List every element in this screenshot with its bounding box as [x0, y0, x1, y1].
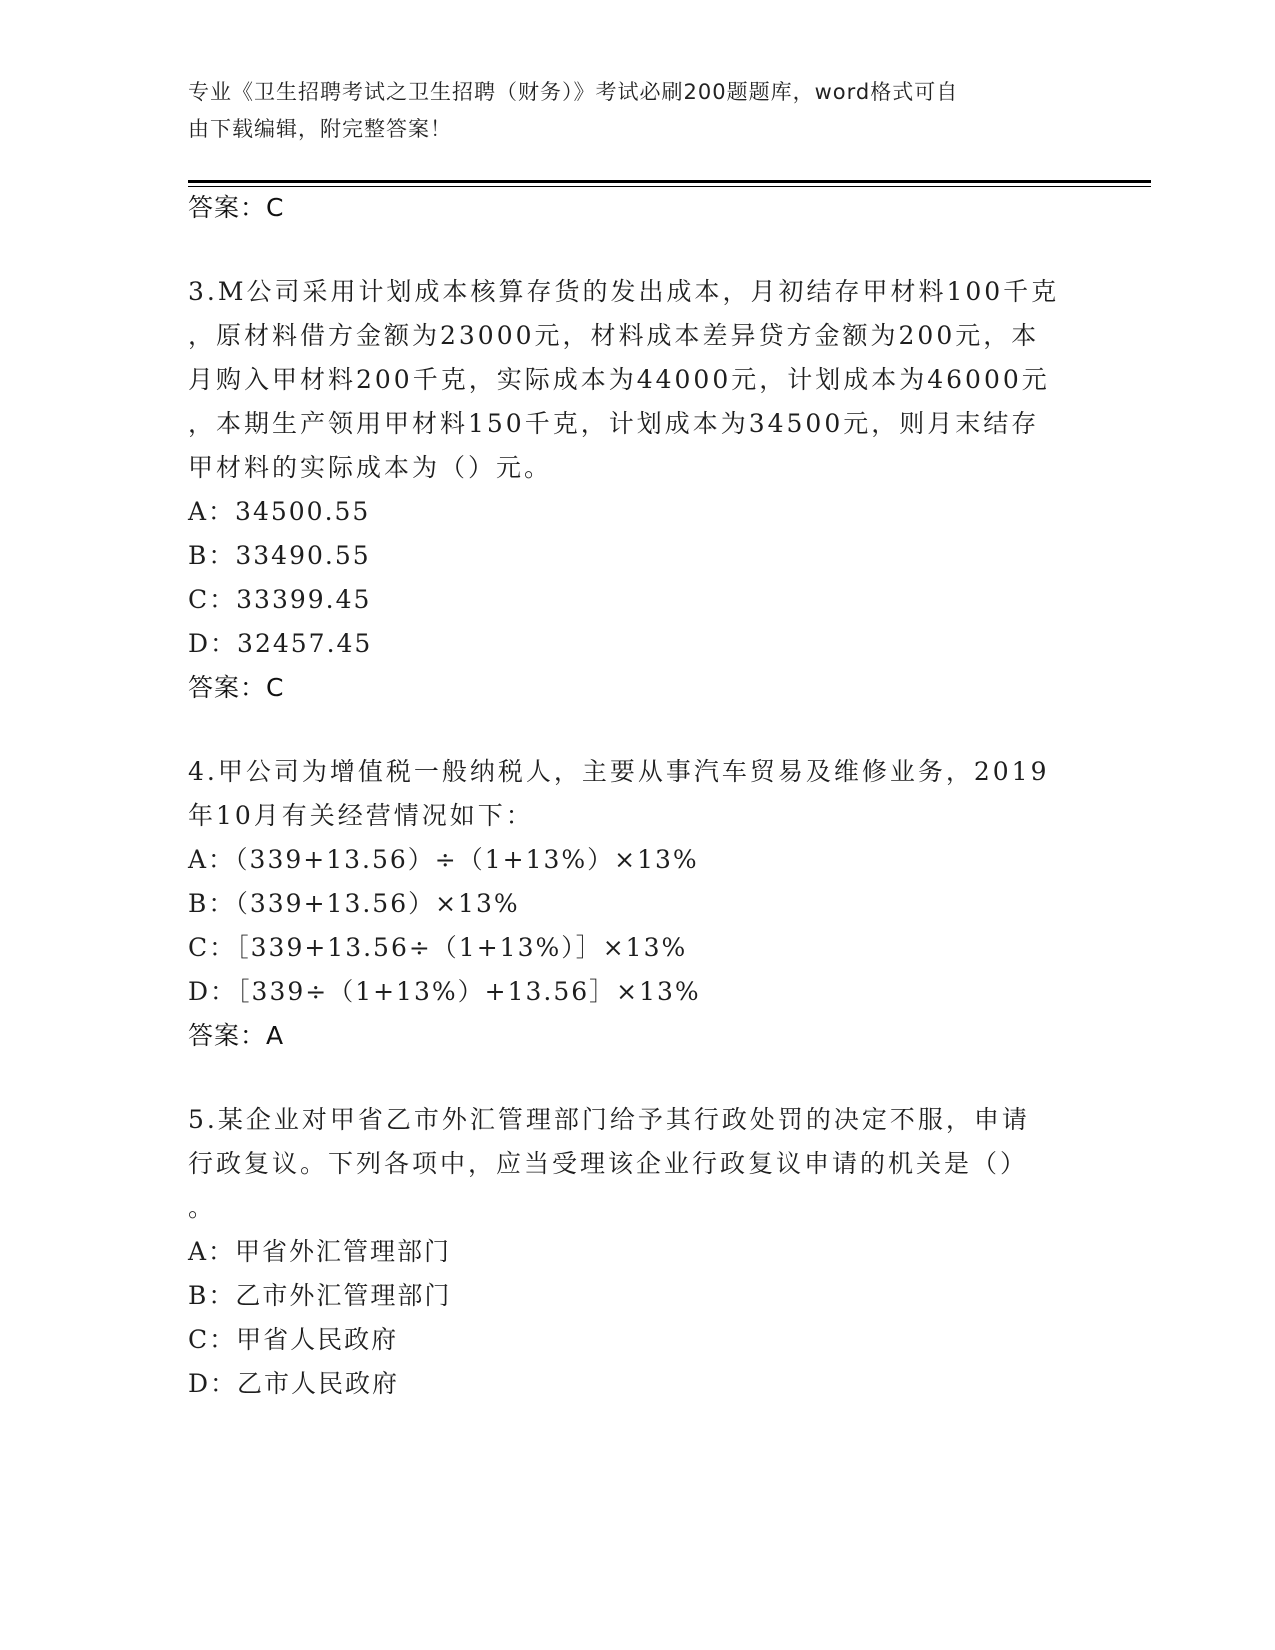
question-5-option-d: D：乙市人民政府 — [188, 1369, 400, 1398]
question-3-line: ，原材料借方金额为23000元，材料成本差异贷方金额为200元，本 — [188, 321, 1040, 350]
question-5-line: 行政复议。下列各项中，应当受理该企业行政复议申请的机关是（） — [188, 1149, 1029, 1178]
question-3-option-c: C：33399.45 — [188, 585, 372, 614]
document-header — [188, 74, 1068, 148]
question-4-answer: 答案：A — [188, 1021, 285, 1050]
question-5-line: 5.某企业对甲省乙市外汇管理部门给予其行政处罚的决定不服，申请 — [188, 1105, 1030, 1134]
question-3-line: 3.M公司采用计划成本核算存货的发出成本，月初结存甲材料100千克 — [188, 277, 1060, 306]
question-4-option-b: B：（339+13.56）×13% — [188, 889, 520, 918]
question-5-option-b: B：乙市外汇管理部门 — [188, 1281, 452, 1310]
question-5-option-c: C：甲省人民政府 — [188, 1325, 399, 1354]
header-rule-thick — [188, 180, 1151, 183]
question-3-answer: 答案：C — [188, 673, 285, 702]
header-line-2: 由下载编辑，附完整答案！ — [188, 117, 452, 141]
question-3-option-b: B：33490.55 — [188, 541, 371, 570]
question-4-option-a: A：（339+13.56）÷（1+13%）×13% — [188, 845, 699, 874]
question-3-option-a: A：34500.55 — [188, 497, 371, 526]
question-4-option-c: C：［339+13.56÷（1+13%）］×13% — [188, 933, 688, 962]
question-3-option-d: D：32457.45 — [188, 629, 373, 658]
header-line-1: 专业《卫生招聘考试之卫生招聘（财务）》考试必刷200题题库，word格式可自 — [188, 80, 959, 104]
question-3-line: ，本期生产领用甲材料150千克，计划成本为34500元，则月末结存 — [188, 409, 1040, 438]
question-4-line: 4.甲公司为增值税一般纳税人，主要从事汽车贸易及维修业务，2019 — [188, 757, 1050, 786]
question-4-option-d: D：［339÷（1+13%）+13.56］×13% — [188, 977, 701, 1006]
question-3-line: 甲材料的实际成本为（）元。 — [188, 453, 553, 482]
question-5-line: 。 — [188, 1193, 217, 1222]
question-4-line: 年10月有关经营情况如下： — [188, 801, 534, 830]
header-rule-thin — [188, 186, 1151, 187]
question-5-option-a: A：甲省外汇管理部门 — [188, 1237, 452, 1266]
previous-answer: 答案：C — [188, 193, 285, 222]
question-3-line: 月购入甲材料200千克，实际成本为44000元，计划成本为46000元 — [188, 365, 1050, 394]
